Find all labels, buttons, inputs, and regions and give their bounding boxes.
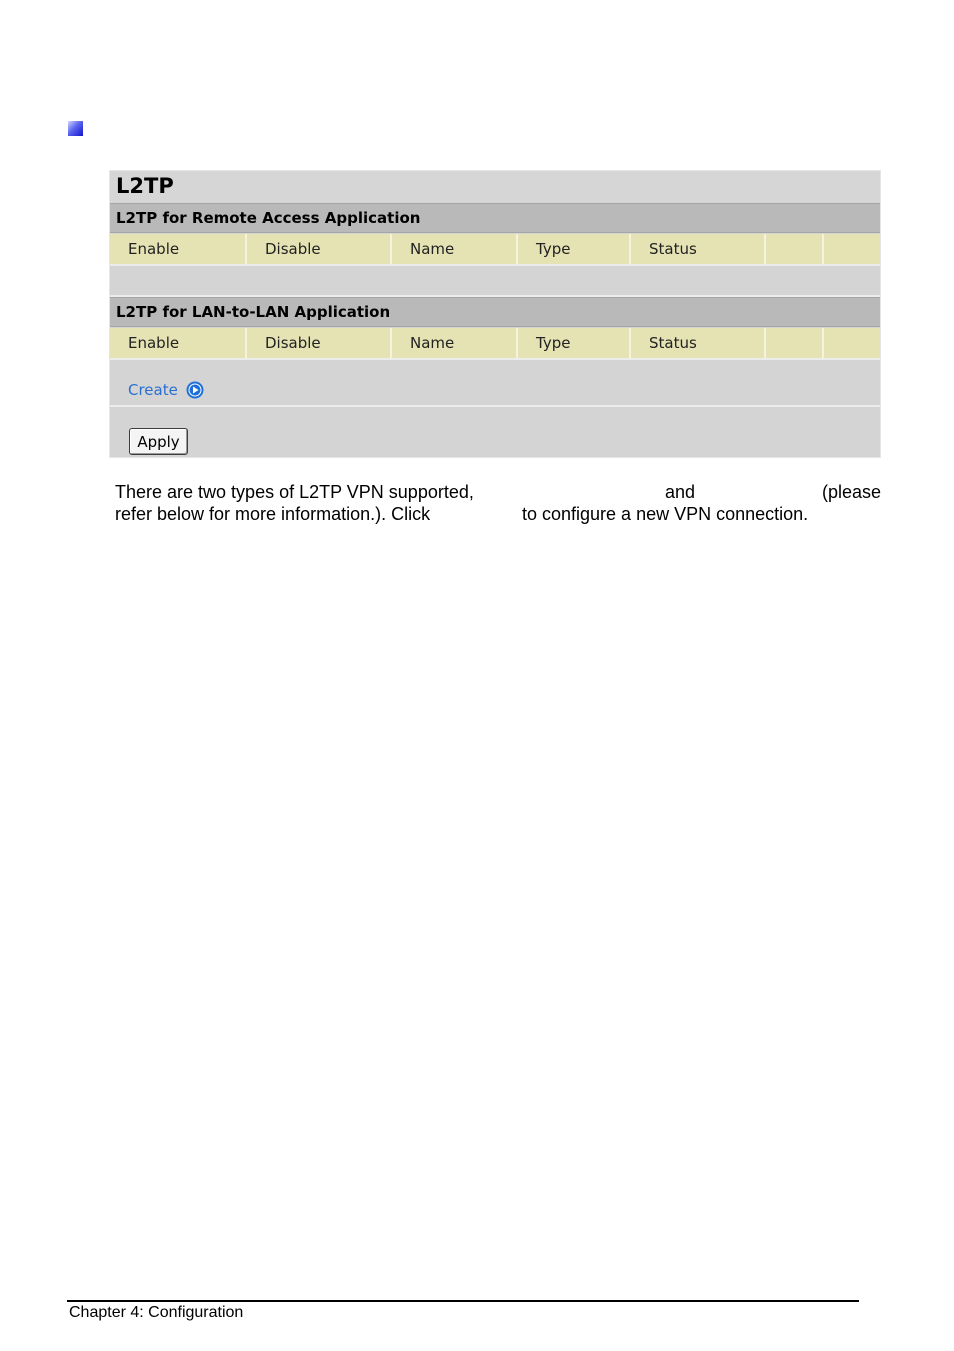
lan-to-lan-heading: L2TP for LAN-to-LAN Application	[110, 297, 880, 327]
column-name: Name	[392, 328, 518, 358]
column-enable: Enable	[110, 234, 247, 264]
apply-button[interactable]: Apply	[129, 428, 188, 455]
description-text: (please	[822, 482, 882, 502]
l2tp-panel	[109, 170, 881, 458]
column-status: Status	[631, 328, 766, 358]
remote-access-column-header	[110, 234, 880, 264]
description-text: to configure a new VPN connection.	[522, 504, 809, 524]
column-disable: Disable	[247, 328, 392, 358]
create-link[interactable]	[128, 381, 204, 399]
create-label: Create	[128, 381, 178, 399]
column-blank-2	[824, 234, 880, 264]
column-blank-1	[766, 328, 824, 358]
arrow-right-circle-icon	[186, 381, 204, 399]
description-text: There are two types of L2TP VPN supported,	[115, 482, 474, 502]
footer-chapter: Chapter 4: Configuration	[69, 1304, 244, 1321]
column-blank-2	[824, 328, 880, 358]
row-divider	[110, 358, 880, 360]
lan-to-lan-column-header	[110, 328, 880, 358]
row-divider	[110, 405, 880, 407]
row-divider	[110, 264, 880, 266]
description-text: refer below for more information.). Click	[115, 504, 431, 524]
column-enable: Enable	[110, 328, 247, 358]
column-disable: Disable	[247, 234, 392, 264]
remote-access-heading: L2TP for Remote Access Application	[110, 203, 880, 233]
footer-rule	[67, 1300, 859, 1302]
description-text: and	[665, 482, 696, 502]
column-type: Type	[518, 234, 631, 264]
column-type: Type	[518, 328, 631, 358]
panel-title: L2TP	[110, 171, 880, 202]
column-blank-1	[766, 234, 824, 264]
column-status: Status	[631, 234, 766, 264]
column-name: Name	[392, 234, 518, 264]
square-bullet-icon	[68, 121, 83, 136]
